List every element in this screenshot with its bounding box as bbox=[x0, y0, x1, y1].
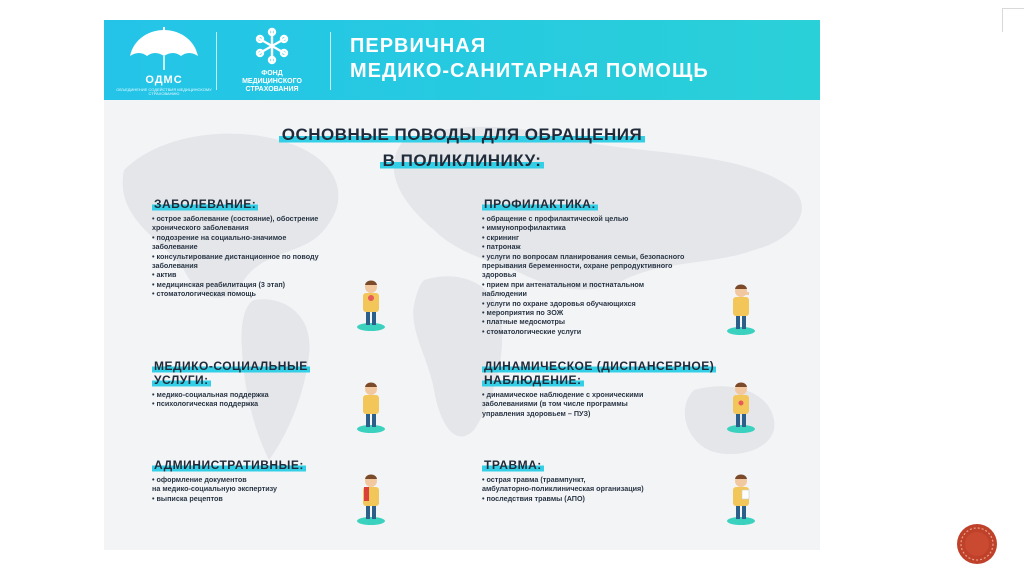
list-item: • психологическая поддержка bbox=[152, 399, 259, 409]
list-item: • актив bbox=[152, 270, 177, 280]
list-item: наблюдении bbox=[482, 289, 527, 299]
banner-separator bbox=[330, 32, 331, 90]
header-banner bbox=[104, 20, 820, 100]
list-item: • медицинская реабилитация (3 этап) bbox=[152, 279, 286, 289]
list-item: • стоматологические услуги bbox=[482, 326, 582, 336]
banner-title-line1: ПЕРВИЧНАЯ bbox=[350, 35, 487, 57]
list-item: • мероприятия по ЗОЖ bbox=[482, 308, 564, 318]
doctor-person-icon bbox=[724, 280, 758, 336]
list-item: • выписка рецептов bbox=[152, 493, 223, 503]
umbrella-icon bbox=[114, 26, 214, 72]
doctor-person-icon bbox=[354, 276, 388, 332]
list-item: • услуги по охране здоровья обучающихся bbox=[482, 298, 636, 308]
list-item: • медико-социальная поддержка bbox=[152, 390, 269, 399]
list-item: • услуги по вопросам планирования семьи, безопасного bbox=[482, 251, 685, 261]
snowflake-icon bbox=[222, 26, 322, 66]
list-item: управления здоровьем – ПУЗ) bbox=[482, 408, 591, 418]
corner-decor-line bbox=[1002, 8, 1003, 32]
list-item: • оформление документов bbox=[152, 475, 247, 484]
section-title-line2: УСЛУГИ: bbox=[154, 373, 209, 387]
section-title-line1: ДИНАМИЧЕСКОЕ (ДИСПАНСЕРНОЕ) bbox=[484, 359, 715, 373]
list-item: на медико-социальную экспертизу bbox=[152, 484, 278, 494]
page-title-line1: ОСНОВНЫЕ ПОВОДЫ ДЛЯ ОБРАЩЕНИЯ bbox=[279, 125, 645, 144]
page-title-line2: В ПОЛИКЛИНИКУ: bbox=[380, 151, 545, 170]
section-title-line1: МЕДИКО-СОЦИАЛЬНЫЕ bbox=[154, 359, 308, 373]
list-item: амбулаторно-поликлиническая организация) bbox=[482, 484, 644, 494]
list-item: • патронаж bbox=[482, 242, 521, 252]
fms-logo bbox=[222, 26, 322, 98]
list-item: здоровья bbox=[482, 270, 517, 280]
list-item: • острое заболевание (состояние), обострение bbox=[152, 214, 319, 223]
list-item: хронического заболевания bbox=[152, 223, 249, 233]
list-item: • прием при антенатальном и постнатальном bbox=[482, 279, 645, 289]
list-item: • скрининг bbox=[482, 232, 520, 242]
section-title: ЗАБОЛЕВАНИЕ: bbox=[154, 197, 257, 211]
section-title: АДМИНИСТРАТИВНЫЕ: bbox=[154, 458, 304, 472]
doctor-person-icon bbox=[724, 378, 758, 434]
corner-decor-line bbox=[1002, 8, 1024, 9]
list-item: прерывания беременности, охране репродуктивного bbox=[482, 261, 673, 271]
list-item: заболеваниями (в том числе программы bbox=[482, 399, 628, 409]
odms-logo-subtext: ОБЪЕДИНЕНИЕ СОДЕЙСТВИЯ МЕДИЦИНСКОМУ СТРАХОВАНИЮ bbox=[116, 87, 212, 96]
section-title-line2: НАБЛЮДЕНИЕ: bbox=[484, 373, 582, 387]
list-item: • подозрение на социально-значимое bbox=[152, 232, 287, 242]
list-item: заболевания bbox=[152, 261, 198, 271]
odms-logo bbox=[114, 26, 214, 96]
list-item: • обращение с профилактической целью bbox=[482, 214, 629, 223]
poster bbox=[104, 20, 820, 550]
section-title: ТРАВМА: bbox=[484, 458, 542, 472]
banner-title bbox=[350, 34, 709, 84]
section-title: ПРОФИЛАКТИКА: bbox=[484, 197, 596, 211]
page-title bbox=[104, 122, 820, 174]
doctor-person-icon bbox=[354, 470, 388, 526]
odms-logo-text: ОДМС bbox=[145, 74, 183, 86]
banner-separator bbox=[216, 32, 217, 90]
list-item: • острая травма (травмпункт, bbox=[482, 475, 586, 484]
section-disease bbox=[152, 197, 452, 299]
list-item: заболевание bbox=[152, 242, 198, 252]
banner-title-line2: МЕДИКО-САНИТАРНАЯ ПОМОЩЬ bbox=[350, 60, 709, 82]
doctor-person-icon bbox=[724, 470, 758, 526]
list-item: • платные медосмотры bbox=[482, 317, 566, 327]
list-item: • последствия травмы (АПО) bbox=[482, 493, 585, 503]
round-button-icon[interactable] bbox=[956, 523, 998, 565]
list-item: • стоматологическая помощь bbox=[152, 289, 256, 299]
list-item: • динамическое наблюдение с хроническими bbox=[482, 390, 644, 399]
doctor-person-icon bbox=[354, 378, 388, 434]
list-item: • иммунопрофилактика bbox=[482, 223, 566, 233]
fms-logo-text: ФОНД МЕДИЦИНСКОГО СТРАХОВАНИЯ bbox=[242, 70, 302, 93]
list-item: • консультирование дистанционное по поводу bbox=[152, 251, 319, 261]
